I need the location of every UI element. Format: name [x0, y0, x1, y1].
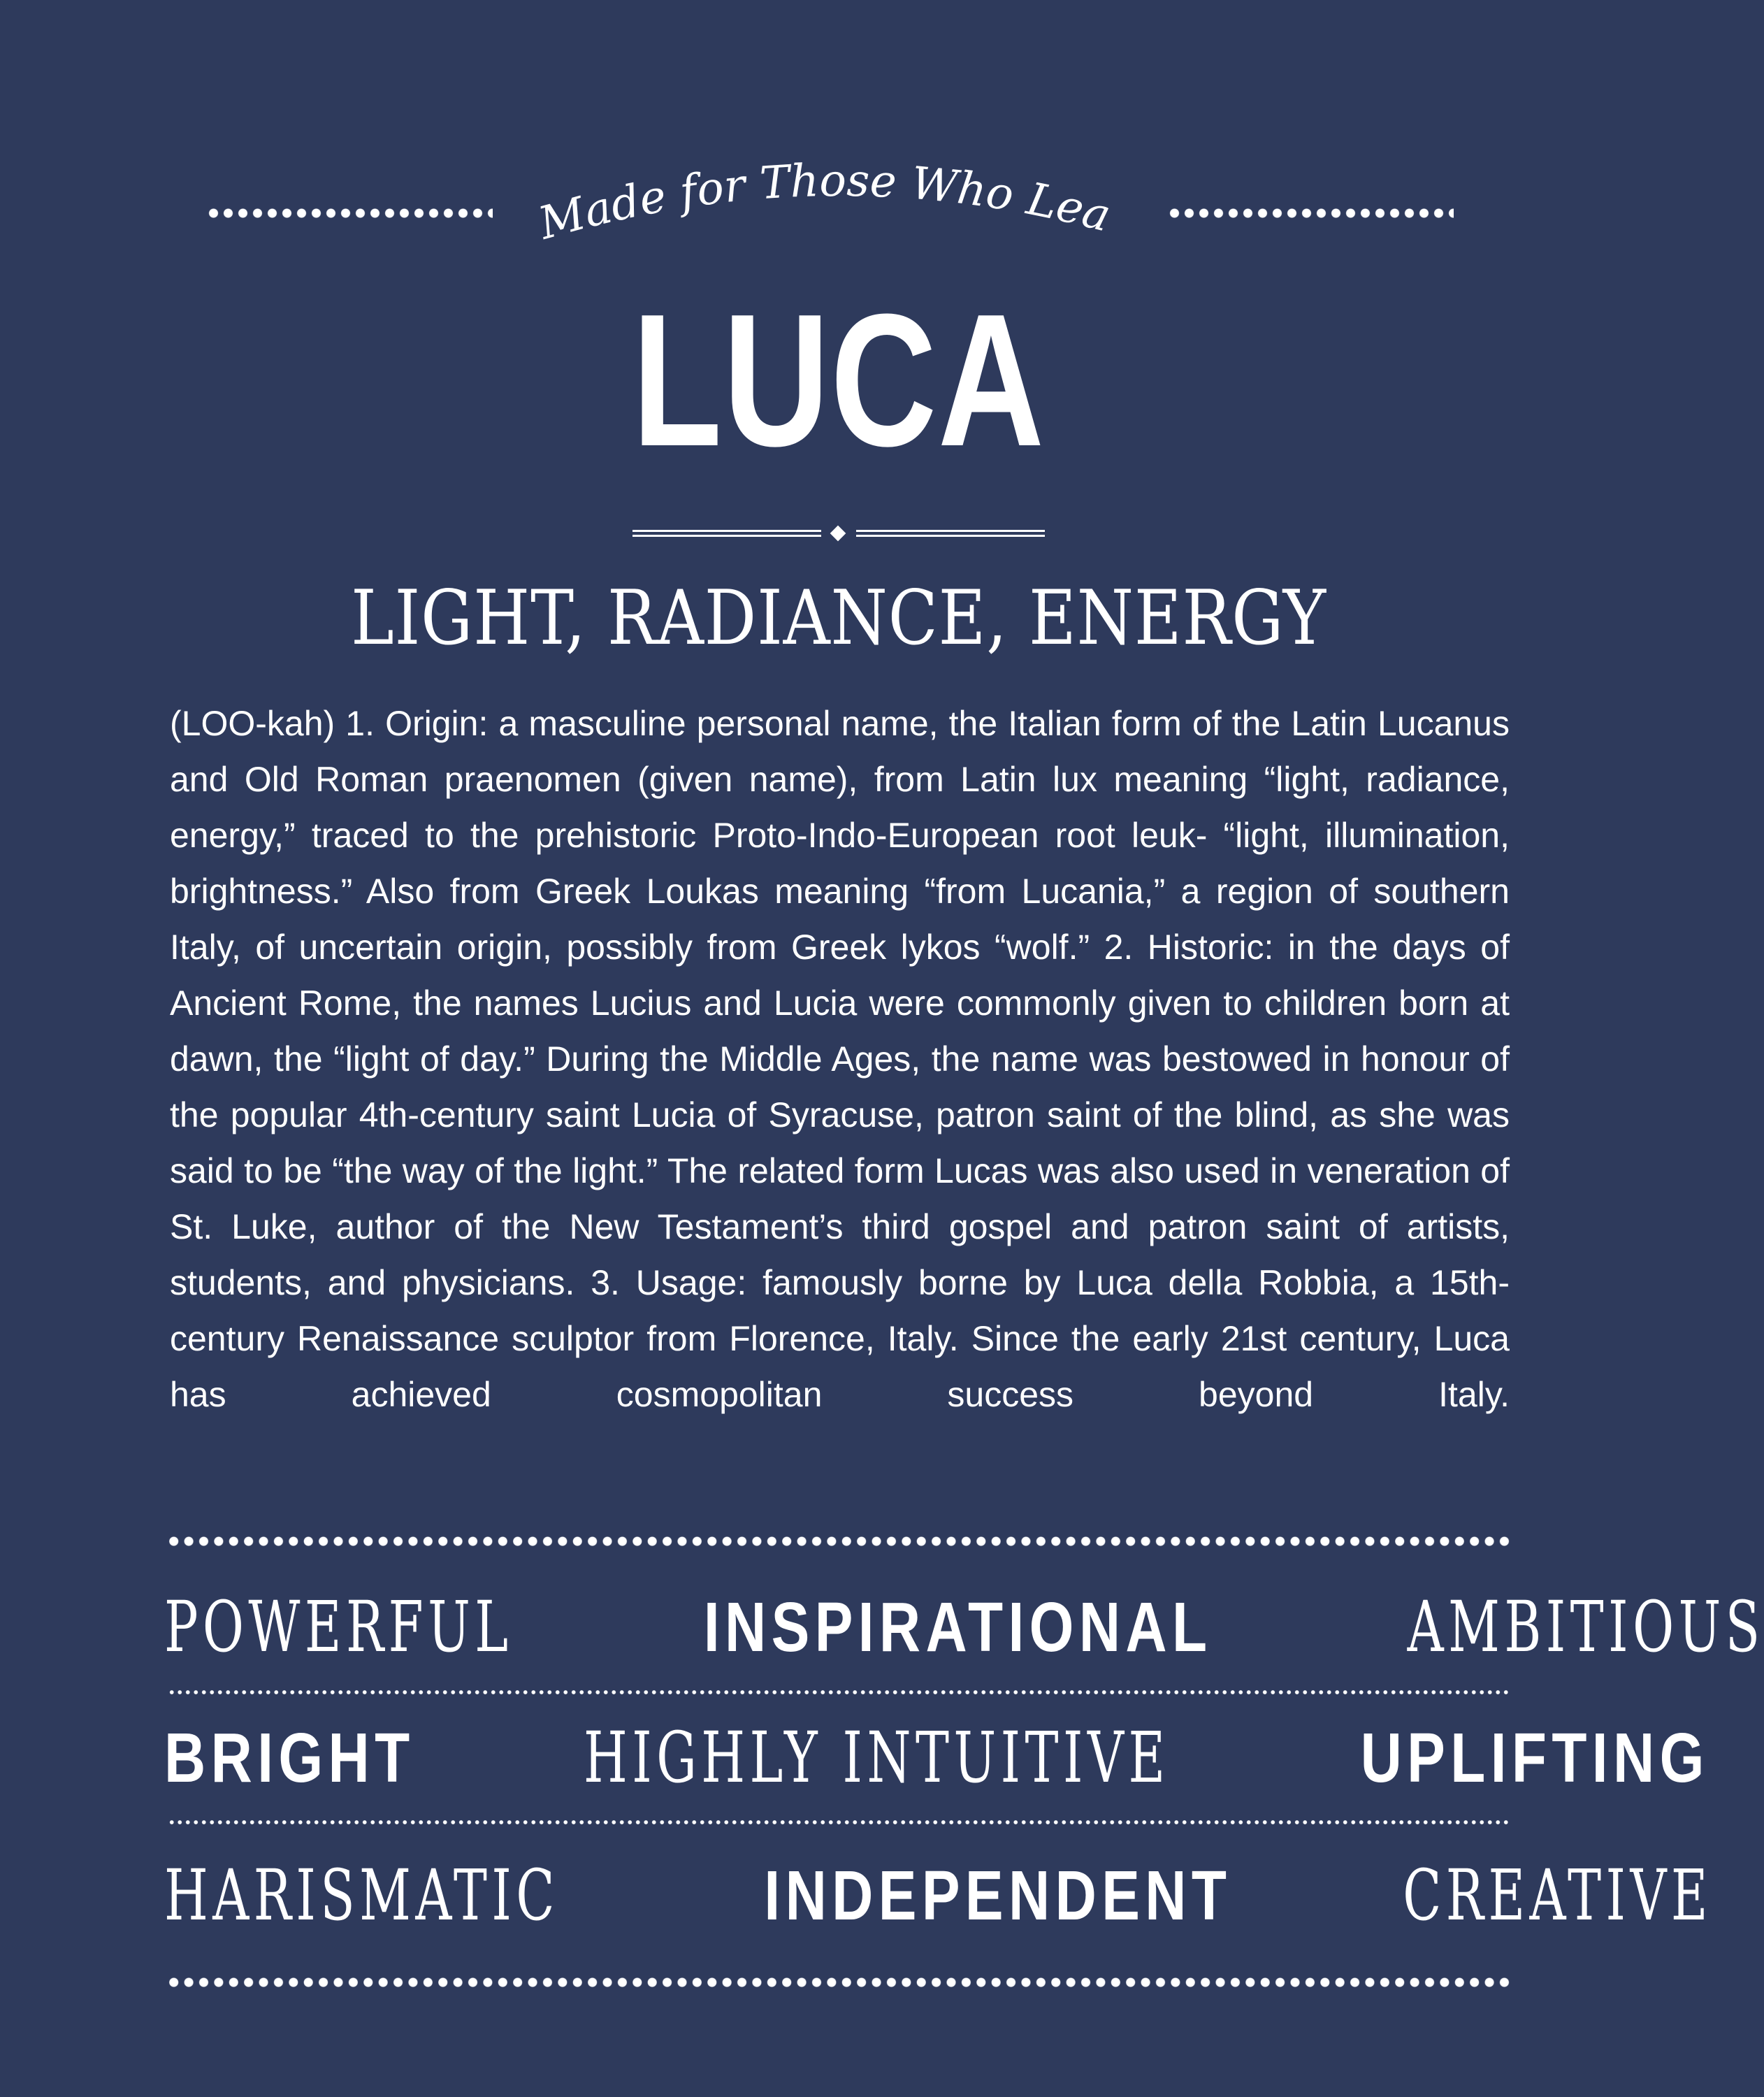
trait-word: BRIGHT: [164, 1719, 415, 1797]
trait-row-1: [164, 1585, 1764, 1669]
trait-word: HIGHLY INTUITIVE: [584, 1717, 1170, 1799]
diamond-ornament-icon: [830, 526, 846, 542]
trait-word: AMBITIOUS: [1407, 1586, 1764, 1668]
trait-word: CREATIVE: [1403, 1854, 1713, 1936]
divider-line-right: [856, 530, 1045, 537]
trait-word: UPLIFTING: [1360, 1719, 1709, 1797]
dotted-rule-bottom: [166, 1975, 1514, 1989]
dotted-rule-left: [206, 206, 493, 220]
trait-word: INDEPENDENT: [764, 1857, 1231, 1935]
name-meaning: LIGHT, RADIANCE, ENERGY: [351, 575, 1326, 662]
definition-text: (LOO-kah) 1. Origin: a masculine personal name, the Italian form of the Latin Lucanus and Old Roman praenomen (given name), from Latin lux meaning “light, radiance, energy,” traced to the prehistoric Proto-Indo-European root leuk- “light, illumination, brightness.” Also from Greek Loukas meaning “from Lucania,” a region of southern Italy, of uncertain origin, possibly from Greek lykos “wolf.” 2. Historic: in the days of Ancient Rome, the names Lucius and Lucia were commonly given to children born at dawn, the “light of day.” During the Middle Ages, the name was bestowed in honour of the popular 4th-century saint Lucia of Syracuse, patron saint of the blind, as she was said to be “the way of the light.” The related form Lucas was also used in veneration of St. Luke, author of the New Testament’s third gospel and patron saint of artists, students, and physicians. 3. Usage: famously borne by Luca della Robbia, a 15th-century Renaissance sculptor from Florence, Italy. Since the early 21st century, Luca has achieved cosmopolitan success beyond Italy.: [170, 704, 1510, 1414]
dotted-rule-fine-2: [168, 1819, 1510, 1826]
trait-row-3: [164, 1854, 1713, 1938]
divider-line-left: [632, 530, 821, 537]
tagline-row: [0, 78, 1677, 250]
name-title: LUCA: [632, 275, 1046, 486]
trait-word: INSPIRATIONAL: [704, 1588, 1213, 1666]
ornamental-divider: [632, 526, 1045, 542]
tagline-text: Made for Those Who Lead: [516, 78, 1116, 250]
tagline: [516, 78, 1146, 250]
trait-word: HARISMATIC: [164, 1854, 559, 1936]
dotted-rule-right: [1167, 206, 1454, 220]
trait-word: POWERFUL: [164, 1586, 513, 1668]
trait-row-2: [164, 1716, 1709, 1800]
dotted-rule-fine-1: [168, 1689, 1510, 1696]
dotted-rule-top: [166, 1534, 1514, 1548]
